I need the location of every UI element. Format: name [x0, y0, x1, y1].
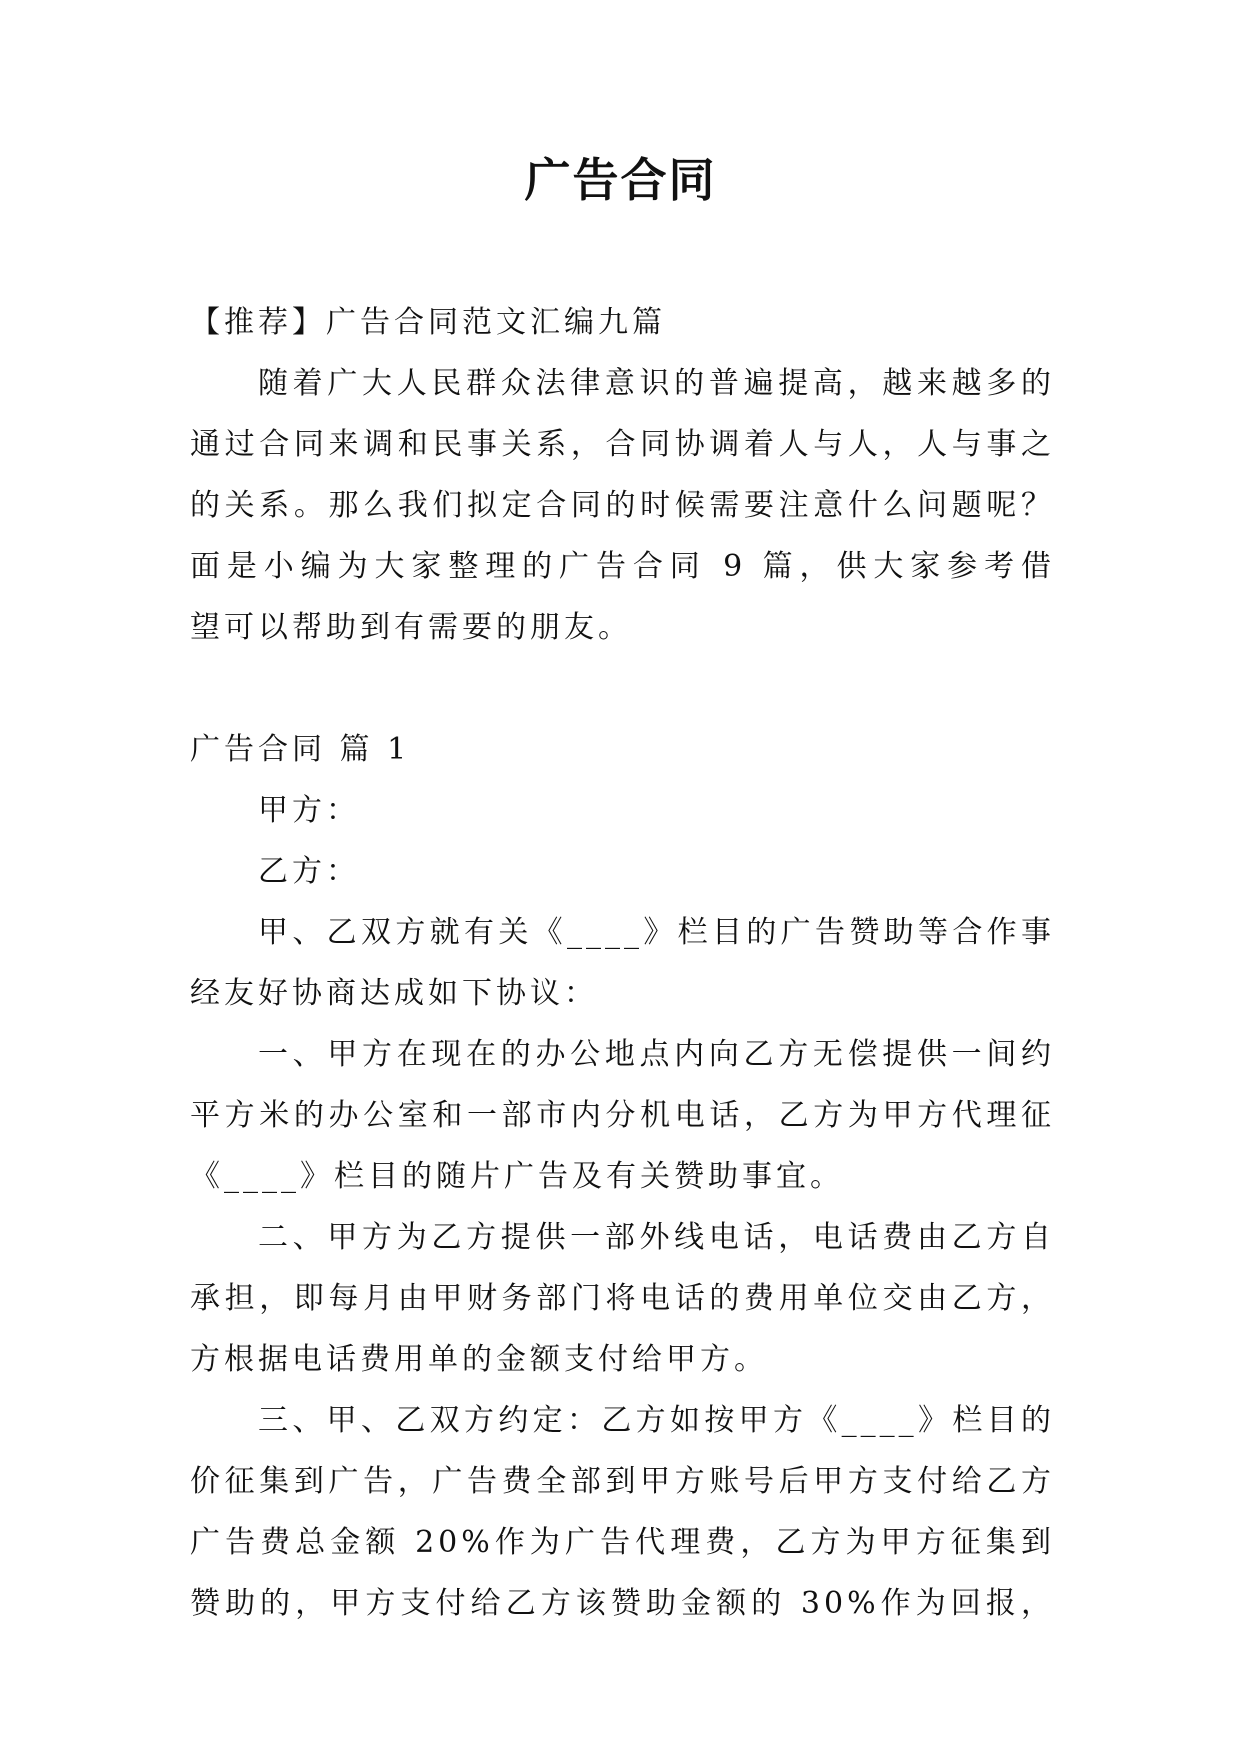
intro-heading: 【推荐】广告合同范文汇编九篇 — [190, 305, 666, 340]
clause-1-line: 一、甲方在现在的办公地点内向乙方无偿提供一间约 — [258, 1037, 1055, 1072]
intro-line: 的关系。那么我们拟定合同的时候需要注意什么问题呢？ — [190, 488, 1055, 523]
clause-1-line: 《____》栏目的随片广告及有关赞助事宜。 — [190, 1159, 844, 1194]
intro-line: 望可以帮助到有需要的朋友。 — [190, 610, 632, 645]
clause-3-line: 赞助的，甲方支付给乙方该赞助金额的 30%作为回报， — [190, 1586, 1055, 1621]
section-spacer — [190, 658, 1055, 719]
clause-2-line: 方根据电话费用单的金额支付给甲方。 — [190, 1342, 768, 1377]
agreement-line: 甲、乙双方就有关《____》栏目的广告赞助等合作事 — [258, 915, 1055, 950]
clause-2-line: 承担，即每月由甲财务部门将电话的费用单位交由乙方， — [190, 1281, 1055, 1316]
intro-line: 面是小编为大家整理的广告合同 9 篇，供大家参考借 — [190, 549, 1055, 584]
intro-line: 通过合同来调和民事关系，合同协调着人与人，人与事之 — [190, 427, 1055, 462]
agreement-line: 经友好协商达成如下协议： — [190, 976, 598, 1011]
clause-1-line: 平方米的办公室和一部市内分机电话，乙方为甲方代理征 — [190, 1098, 1055, 1133]
clause-2-line: 二、甲方为乙方提供一部外线电话，电话费由乙方自 — [258, 1220, 1055, 1255]
party-a-label: 甲方： — [258, 793, 360, 828]
document-body — [190, 292, 1055, 1634]
party-b-label: 乙方： — [258, 854, 360, 889]
clause-3-line: 三、甲、乙双方约定：乙方如按甲方《____》栏目的 — [258, 1403, 1055, 1438]
intro-line: 随着广大人民群众法律意识的普遍提高，越来越多的 — [258, 366, 1055, 401]
document-title: 广告合同 — [524, 153, 717, 207]
clause-3-line: 广告费总金额 20%作为广告代理费，乙方为甲方征集到 — [190, 1525, 1055, 1560]
clause-3-line: 价征集到广告，广告费全部到甲方账号后甲方支付给乙方 — [190, 1464, 1055, 1499]
section-heading: 广告合同 篇 1 — [190, 732, 411, 767]
